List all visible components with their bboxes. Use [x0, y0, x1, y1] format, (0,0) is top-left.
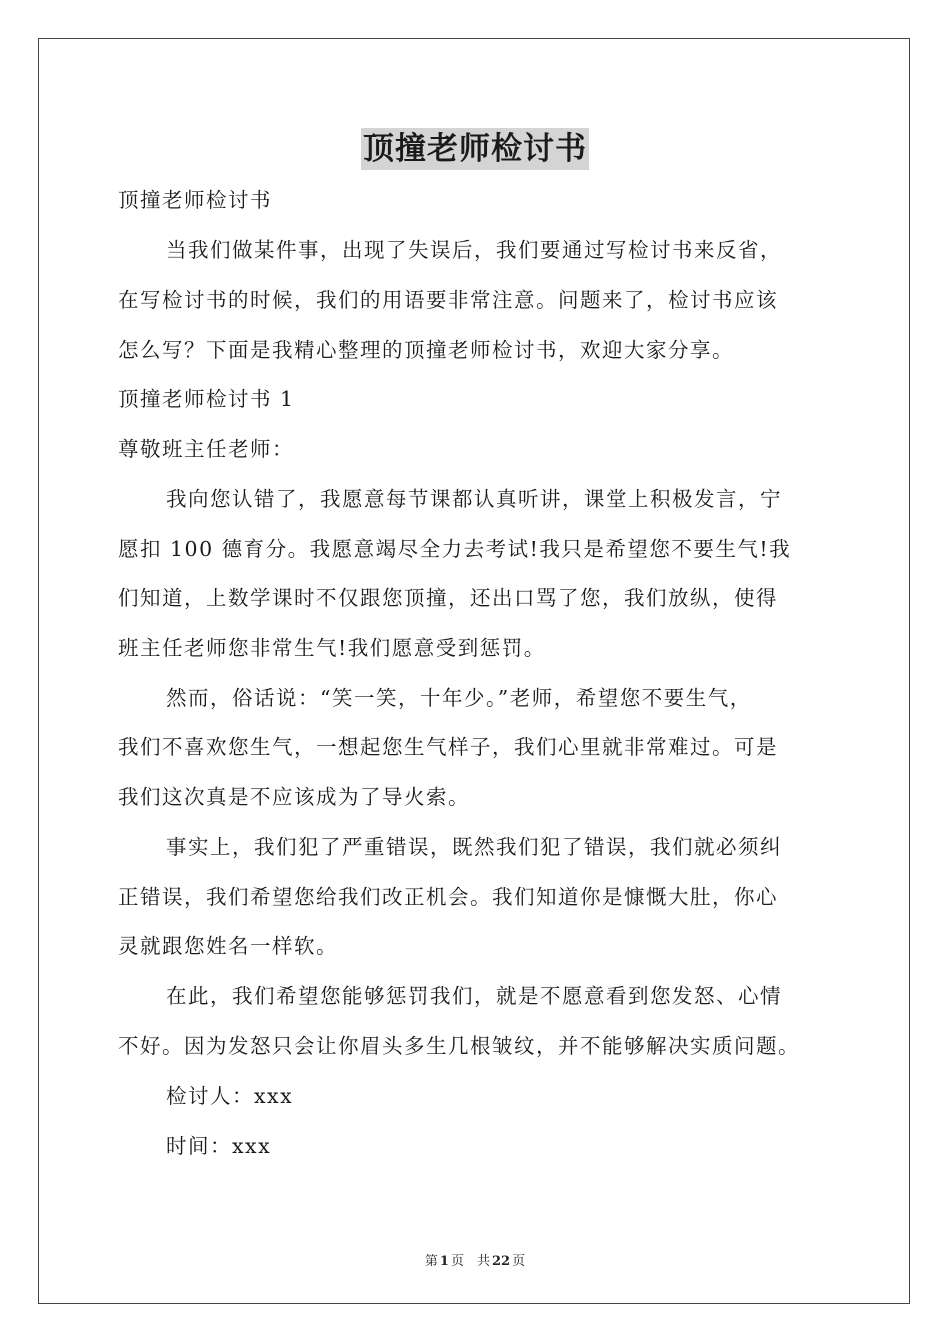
paragraph-line: 灵就跟您姓名一样软。	[118, 934, 338, 958]
page-current: 1	[439, 1254, 449, 1269]
signature-author: 检讨人：xxx	[166, 1084, 294, 1108]
paragraph-line: 然而，俗话说：“笑一笑，十年少。”老师，希望您不要生气，	[166, 686, 752, 710]
paragraph-line: 我们这次真是不应该成为了导火索。	[118, 785, 470, 809]
paragraph-line: 当我们做某件事，出现了失误后，我们要通过写检讨书来反省，	[166, 238, 782, 262]
paragraph-line: 不好。因为发怒只会让你眉头多生几根皱纹，并不能够解决实质问题。	[118, 1034, 800, 1058]
paragraph-line: 在写检讨书的时候，我们的用语要非常注意。问题来了，检讨书应该	[118, 288, 778, 312]
paragraph-line: 我向您认错了，我愿意每节课都认真听讲，课堂上积极发言，宁	[166, 487, 782, 511]
paragraph-line: 正错误，我们希望您给我们改正机会。我们知道你是慷慨大肚，你心	[118, 885, 778, 909]
subtitle-line: 顶撞老师检讨书	[118, 188, 272, 212]
paragraph-line: 事实上，我们犯了严重错误，既然我们犯了错误，我们就必须纠	[166, 835, 782, 859]
document-title: 顶撞老师检讨书	[361, 128, 589, 170]
signature-date: 时间：xxx	[166, 1134, 272, 1158]
paragraph-line: 愿扣 100 德育分。我愿意竭尽全力去考试!我只是希望您不要生气!我	[118, 537, 792, 561]
title-container	[0, 128, 950, 170]
page-total: 22	[491, 1254, 511, 1269]
page-border	[38, 38, 910, 1304]
paragraph-line: 在此，我们希望您能够惩罚我们，就是不愿意看到您发怒、心情	[166, 984, 782, 1008]
paragraph-line: 我们不喜欢您生气，一想起您生气样子，我们心里就非常难过。可是	[118, 735, 778, 759]
paragraph-line: 们知道，上数学课时不仅跟您顶撞，还出口骂了您，我们放纵，使得	[118, 586, 778, 610]
section-heading: 顶撞老师检讨书 1	[118, 387, 295, 411]
page-mid: 页 共	[450, 1254, 490, 1269]
salutation: 尊敬班主任老师：	[118, 437, 294, 461]
paragraph-line: 怎么写？下面是我精心整理的顶撞老师检讨书，欢迎大家分享。	[118, 338, 734, 362]
page-footer	[0, 1250, 950, 1269]
paragraph-line: 班主任老师您非常生气!我们愿意受到惩罚。	[118, 636, 546, 660]
page-suffix: 页	[512, 1254, 526, 1269]
page-prefix: 第	[424, 1254, 438, 1269]
